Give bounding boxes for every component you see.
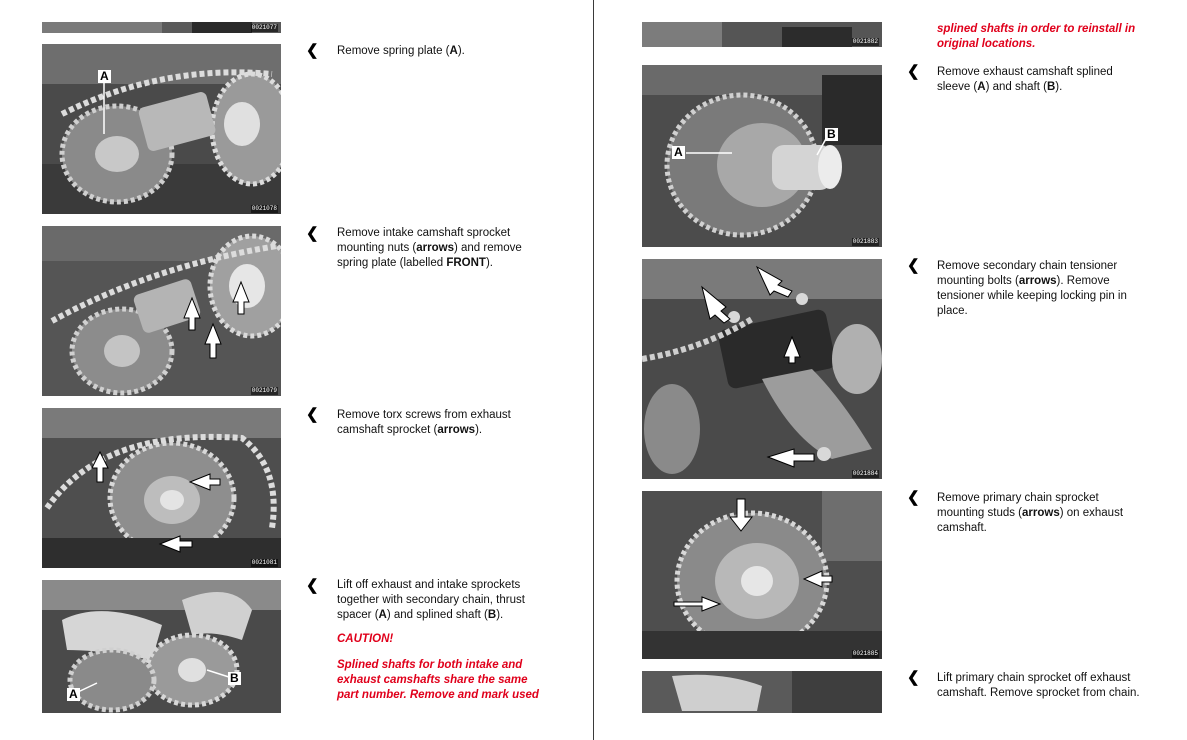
step-text-bold: arrows: [1022, 507, 1060, 519]
step-text: place.: [937, 305, 968, 317]
photo-lift-primary-sprocket: [642, 671, 882, 713]
step-text: ).: [475, 424, 483, 436]
step-text: ).: [485, 257, 493, 269]
step-marker: ❮: [907, 63, 920, 80]
step-text: spring plate (labelled: [337, 257, 447, 269]
page-divider: [593, 0, 594, 740]
callout-b: B: [827, 127, 836, 141]
step-text-bold: arrows: [1018, 275, 1057, 287]
step-remove-torx-screws: [337, 408, 511, 438]
step-text: together with secondary chain, thrust: [337, 594, 525, 606]
step-marker: ❮: [907, 257, 920, 274]
step-text: Remove torx screws from exhaust: [337, 409, 511, 421]
photo-tensioner: [642, 259, 882, 479]
step-text-bold: B: [1046, 81, 1056, 93]
step-text-bold: A: [378, 609, 387, 621]
step-text: Lift off exhaust and intake sprockets: [337, 579, 521, 591]
photo-spring-plate: [42, 44, 281, 214]
photo-torx-screws: [42, 408, 281, 568]
step-text: tensioner while keeping locking pin in: [937, 290, 1127, 302]
step-text: ).: [496, 609, 504, 621]
figure-code: 0021883: [852, 238, 878, 245]
figure-code: 0021081: [251, 559, 277, 566]
step-text: camshaft sprocket (: [337, 424, 438, 436]
caution-title: CAUTION!: [337, 633, 394, 645]
step-text: Remove spring plate (: [337, 45, 450, 57]
figure-code: 0021078: [251, 205, 277, 212]
step-text: sleeve (: [937, 81, 978, 93]
step-text-bold: A: [449, 45, 458, 57]
step-text: Remove exhaust camshaft splined: [937, 66, 1113, 78]
photo-top-partial-left: [42, 22, 281, 33]
caution-text-continued: [937, 22, 1135, 52]
step-marker: ❮: [907, 489, 920, 506]
step-text-bold: FRONT: [446, 257, 486, 269]
photo-primary-chain-studs: [642, 491, 882, 659]
step-text: camshaft. Remove sprocket from chain.: [937, 687, 1140, 699]
photo-splined-sleeve: [642, 65, 882, 247]
step-lift-sprockets: [337, 578, 525, 623]
step-marker: ❮: [306, 406, 319, 423]
caution-line: Splined shafts for both intake and: [337, 659, 523, 671]
step-text: ). Remove: [1056, 275, 1110, 287]
step-text: ) and splined shaft (: [386, 609, 488, 621]
figure-code: 0021079: [251, 387, 277, 394]
step-text: Lift primary chain sprocket off exhaust: [937, 672, 1131, 684]
figure-code: 0021885: [852, 650, 878, 657]
step-remove-primary-studs: [937, 491, 1123, 536]
caution-line: exhaust camshafts share the same: [337, 674, 528, 686]
callout-a: A: [674, 145, 683, 159]
step-text: camshaft.: [937, 522, 987, 534]
figure-code: 0021077: [251, 24, 277, 31]
step-text-bold: A: [977, 81, 986, 93]
step-marker: ❮: [306, 225, 319, 242]
step-text: spacer (: [337, 609, 379, 621]
step-remove-tensioner: [937, 259, 1127, 319]
step-remove-splined-sleeve: [937, 65, 1113, 95]
figure-code: 0021882: [852, 38, 878, 45]
step-text: mounting bolts (: [937, 275, 1019, 287]
step-text-bold: arrows: [416, 242, 454, 254]
caution-line: part number. Remove and mark used: [337, 689, 539, 701]
step-lift-primary-sprocket: [937, 671, 1140, 701]
figure-code: 0021884: [852, 470, 878, 477]
step-text-bold: B: [487, 609, 497, 621]
callout-b: B: [230, 671, 239, 685]
step-text: Remove intake camshaft sprocket: [337, 227, 511, 239]
caution-line: original locations.: [937, 38, 1036, 50]
callout-a: A: [100, 69, 109, 83]
step-marker: ❮: [306, 42, 319, 59]
photo-lift-sprockets: [42, 580, 281, 713]
step-text: Remove primary chain sprocket: [937, 492, 1099, 504]
step-marker: ❮: [907, 669, 920, 686]
step-text: ).: [457, 45, 465, 57]
step-text: ).: [1055, 81, 1063, 93]
step-text-bold: arrows: [437, 424, 476, 436]
step-text: ) and remove: [453, 242, 522, 254]
step-text: mounting studs (: [937, 507, 1023, 519]
step-text: mounting nuts (: [337, 242, 417, 254]
step-remove-intake-nuts: [337, 226, 522, 271]
caution-text: [337, 658, 539, 703]
callout-a: A: [69, 687, 78, 701]
photo-intake-nuts: [42, 226, 281, 396]
step-marker: ❮: [306, 577, 319, 594]
step-text: ) and shaft (: [985, 81, 1047, 93]
step-text: Remove secondary chain tensioner: [937, 260, 1118, 272]
step-text: ) on exhaust: [1059, 507, 1124, 519]
caution-line: splined shafts in order to reinstall in: [937, 23, 1136, 35]
step-remove-spring-plate: [337, 44, 465, 59]
photo-top-partial-right: [642, 22, 882, 47]
